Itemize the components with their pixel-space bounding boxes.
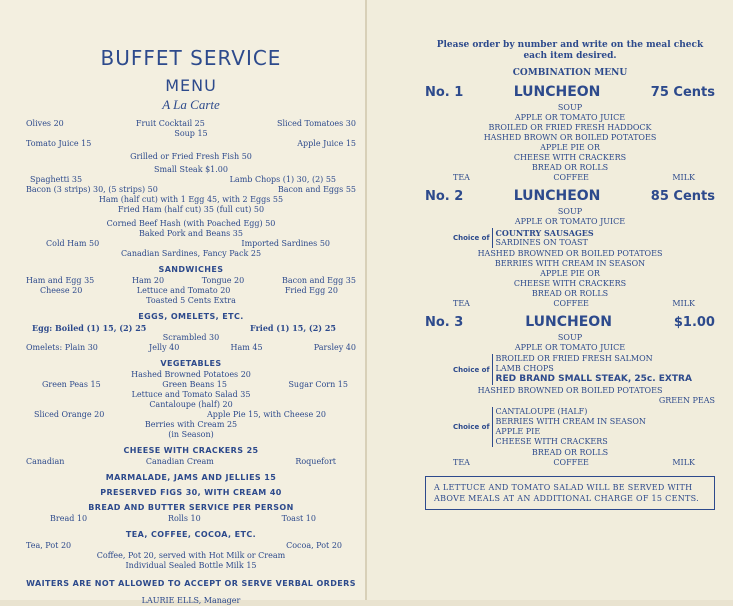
luncheon-title: LUNCHEON: [525, 314, 612, 330]
menu-item: Lettuce and Tomato 20: [136, 286, 231, 295]
luncheon-price: 75 Cents: [650, 85, 715, 100]
choice-group: [425, 354, 715, 385]
menu-item: Ham (half cut) with 1 Egg 45, with 2 Eggs 55: [98, 195, 284, 204]
menu-item: Rolls 10: [167, 514, 201, 523]
menu-line: APPLE OR TOMATO JUICE: [514, 113, 626, 122]
page-title: BUFFET SERVICE: [100, 46, 282, 70]
luncheon-title: LUNCHEON: [513, 188, 601, 204]
menu-line: CHEESE WITH CRACKERS: [513, 153, 627, 162]
drink-option: TEA: [453, 299, 470, 308]
section-heading: TEA, COFFEE, COCOA, ETC.: [125, 530, 257, 539]
menu-item: Ham and Egg 35: [26, 276, 95, 285]
menu-item: Ham 20: [132, 276, 165, 285]
menu-item: (in Season): [168, 430, 214, 439]
menu-item: Canadian Cream: [145, 457, 214, 466]
choice-options: [492, 228, 594, 248]
choice-option: CHEESE WITH CRACKERS: [495, 437, 608, 446]
menu-item: Olives 20: [26, 119, 64, 128]
menu-item: Sliced Tomatoes 30: [277, 119, 356, 128]
menu-line: BREAD OR ROLLS: [531, 163, 609, 172]
menu-item: Scrambled 30: [162, 333, 220, 342]
menu-item: Soup 15: [174, 129, 208, 138]
section-heading: MARMALADE, JAMS AND JELLIES 15: [105, 473, 277, 482]
menu-item: Toasted 5 Cents Extra: [146, 296, 236, 305]
drink-option: MILK: [672, 173, 695, 182]
a-la-carte-heading: A La Carte: [162, 97, 220, 112]
menu-line: APPLE OR TOMATO JUICE: [514, 343, 626, 352]
drink-option: MILK: [672, 299, 695, 308]
menu-line: APPLE PIE OR: [540, 143, 600, 152]
combination-heading: COMBINATION MENU: [512, 68, 628, 78]
drink-option: COFFEE: [553, 173, 589, 182]
choice-option: COUNTRY SAUSAGES: [495, 228, 594, 238]
menu-item: Baked Pork and Beans 35: [139, 229, 243, 238]
luncheon-number: No. 3: [425, 315, 464, 330]
menu-item: Individual Sealed Bottle Milk 15: [125, 561, 257, 570]
menu-item: Bread 10: [50, 514, 88, 523]
choice-option: BERRIES WITH CREAM IN SEASON: [495, 417, 646, 426]
menu-item: Green Peas 15: [42, 380, 101, 389]
menu-item: Cantaloupe (half) 20: [149, 400, 233, 409]
menu-line: HASHED BROWNED OR BOILED POTATOES: [477, 386, 663, 395]
menu-line: BERRIES WITH CREAM IN SEASON: [494, 259, 646, 268]
menu-row: [26, 239, 356, 249]
menu-line: HASHED BROWNED OR BOILED POTATOES: [477, 249, 663, 258]
menu-item: Bacon (3 strips) 30, (5 strips) 50: [26, 185, 158, 194]
menu-row: [26, 175, 356, 185]
menu-item: Imported Sardines 50: [241, 239, 330, 248]
menu-item: Fried Ham (half cut) 35 (full cut) 50: [117, 205, 265, 214]
menu-item: Spaghetti 35: [30, 175, 83, 184]
a-la-carte-page: [0, 0, 366, 605]
menu-item: Small Steak $1.00: [154, 165, 228, 174]
drink-option: TEA: [453, 173, 470, 182]
luncheon-2-header: [425, 188, 715, 204]
drink-option: COFFEE: [553, 299, 589, 308]
section-heading: EGGS, OMELETS, ETC.: [138, 312, 244, 321]
choice-label: Choice of: [453, 365, 490, 374]
section-heading: CHEESE WITH CRACKERS 25: [123, 446, 259, 455]
menu-item: Canadian: [26, 457, 65, 466]
choice-option: LAMB CHOPS: [495, 364, 554, 373]
choice-option: SARDINES ON TOAST: [495, 238, 588, 247]
manager-signature: LAURIE ELLS, Manager: [141, 596, 241, 605]
menu-line: BREAD OR ROLLS: [531, 448, 609, 457]
luncheon-1-header: [425, 84, 715, 100]
menu-line: GREEN PEAS: [658, 396, 715, 405]
choice-option: APPLE PIE: [495, 427, 541, 436]
waiters-notice: WAITERS ARE NOT ALLOWED TO ACCEPT OR SERVE VERBAL ORDERS: [26, 579, 356, 588]
luncheon-price: 85 Cents: [650, 189, 715, 204]
menu-line: SOUP: [557, 207, 583, 216]
choice-label: Choice of: [453, 423, 490, 431]
menu-row: [26, 185, 356, 195]
menu-item: Toast 10: [281, 514, 316, 523]
menu-row: [26, 119, 356, 129]
menu-item: Bacon and Egg 35: [281, 276, 356, 285]
drinks-row: [425, 458, 715, 468]
choice-label: Choice of: [453, 234, 490, 242]
menu-item: Fruit Cocktail 25: [135, 119, 205, 128]
menu-item: Ham 45: [230, 343, 263, 352]
choice-option: CANTALOUPE (HALF): [495, 407, 588, 416]
section-heading: BREAD AND BUTTER SERVICE PER PERSON: [88, 503, 294, 512]
menu-line: SOUP: [557, 333, 583, 342]
menu-item: Cocoa, Pot 20: [286, 541, 342, 550]
luncheon-title: LUNCHEON: [513, 84, 601, 100]
salad-note: A LETTUCE AND TOMATO SALAD WILL BE SERVED WITH ABOVE MEALS AT AN ADDITIONAL CHARGE OF 15 CENTS.: [425, 476, 715, 510]
menu-item: Grilled or Fried Fresh Fish 50: [130, 152, 252, 161]
menu-line: CHEESE WITH CRACKERS: [513, 279, 627, 288]
menu-item: Cheese 20: [40, 286, 83, 295]
luncheon-3-header: [425, 314, 715, 330]
menu-line: APPLE PIE OR: [540, 269, 600, 278]
menu-item: Omelets: Plain 30: [26, 343, 98, 352]
menu-item: Roquefort: [295, 457, 336, 466]
drink-option: COFFEE: [553, 458, 589, 467]
menu-item: Sugar Corn 15: [288, 380, 348, 389]
menu-item: Sliced Orange 20: [34, 410, 105, 419]
menu-heading: MENU: [165, 76, 217, 95]
choice-option: BROILED OR FRIED FRESH SALMON: [495, 354, 653, 363]
menu-item: Lamb Chops (1) 30, (2) 55: [229, 175, 336, 184]
menu-line: APPLE OR TOMATO JUICE: [514, 217, 626, 226]
luncheon-price: $1.00: [673, 315, 715, 330]
menu-item: Corned Beef Hash (with Poached Egg) 50: [106, 219, 276, 228]
menu-item: Parsley 40: [313, 343, 356, 352]
menu-line: HASHED BROWN OR BOILED POTATOES: [483, 133, 657, 142]
luncheon-number: No. 2: [425, 189, 464, 204]
choice-options: [492, 354, 692, 385]
menu-item: Apple Juice 15: [297, 139, 356, 148]
menu-line: BROILED OR FRIED FRESH HADDOCK: [488, 123, 652, 132]
menu-item: Cold Ham 50: [46, 239, 100, 248]
drink-option: MILK: [672, 458, 695, 467]
menu-item: Coffee, Pot 20, served with Hot Milk or Cream: [96, 551, 286, 560]
menu-item: Hashed Browned Potatoes 20: [131, 370, 251, 379]
menu-item: Tomato Juice 15: [26, 139, 92, 148]
menu-item: Tongue 20: [201, 276, 245, 285]
choice-option: RED BRAND SMALL STEAK, 25c. EXTRA: [495, 374, 692, 384]
menu-line: BREAD OR ROLLS: [531, 289, 609, 298]
choice-group: [425, 407, 715, 447]
menu-row: [26, 541, 356, 551]
luncheon-number: No. 1: [425, 85, 464, 100]
combination-menu-page: [367, 0, 733, 600]
menu-item: Berries with Cream 25: [144, 420, 238, 429]
section-heading: PRESERVED FIGS 30, WITH CREAM 40: [100, 488, 282, 497]
drink-option: TEA: [453, 458, 470, 467]
choice-options: [492, 407, 646, 447]
drinks-row: [425, 299, 715, 309]
drinks-row: [425, 173, 715, 183]
menu-item: Fried (1) 15, (2) 25: [250, 323, 336, 333]
menu-row: [26, 343, 356, 353]
menu-row: [26, 514, 356, 524]
menu-row: [26, 286, 356, 296]
menu-item: Fried Egg 20: [284, 286, 338, 295]
menu-row: [26, 457, 356, 467]
section-heading: VEGETABLES: [160, 359, 222, 368]
menu-item: Lettuce and Tomato Salad 35: [131, 390, 251, 399]
menu-item: Apple Pie 15, with Cheese 20: [207, 410, 326, 419]
menu-row: [26, 139, 356, 149]
menu-row: [26, 276, 356, 286]
order-instructions: Please order by number and write on the meal check each item desired.: [436, 40, 704, 61]
menu-item: Egg: Boiled (1) 15, (2) 25: [32, 323, 147, 333]
menu-row: [26, 380, 356, 390]
menu-item: Canadian Sardines, Fancy Pack 25: [120, 249, 262, 258]
menu-row: [26, 323, 356, 333]
section-heading: SANDWICHES: [158, 265, 224, 274]
menu-item: Green Beans 15: [162, 380, 227, 389]
choice-group: [425, 228, 715, 248]
menu-line: SOUP: [557, 103, 583, 112]
menu-row: [26, 410, 356, 420]
menu-item: Tea, Pot 20: [26, 541, 72, 550]
menu-item: Jelly 40: [149, 343, 180, 352]
menu-item: Bacon and Eggs 55: [277, 185, 356, 194]
